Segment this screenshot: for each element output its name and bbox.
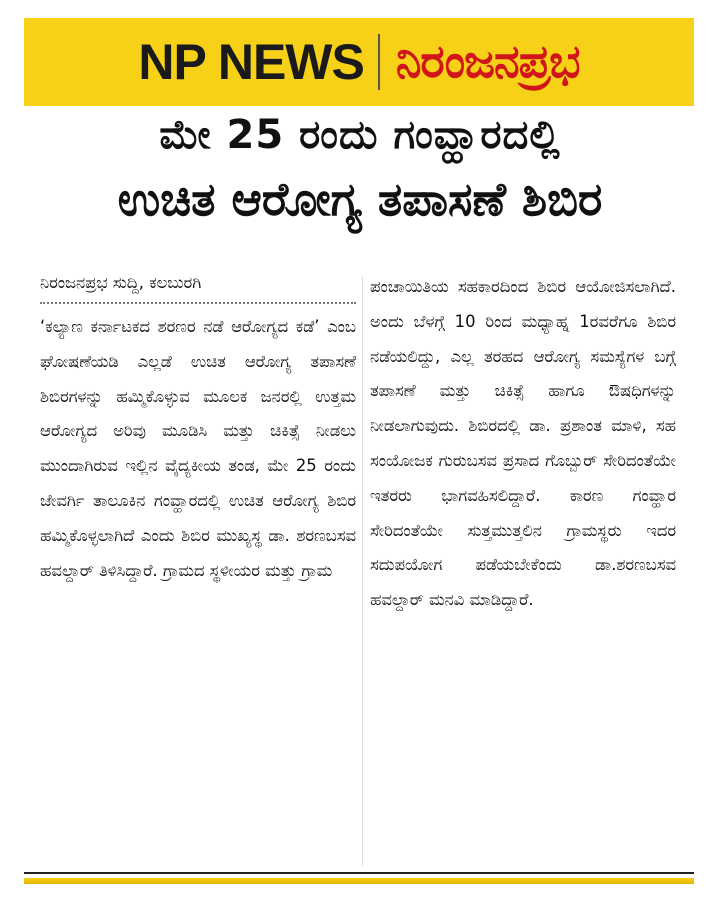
- footer-rule: [24, 878, 694, 884]
- headline-line-1: ಮೇ 25 ರಂದು ಗಂವ್ಹಾರದಲ್ಲಿ: [159, 112, 561, 158]
- dateline: ನಿರಂಜನಪ್ರಭ ಸುದ್ದಿ, ಕಲಬುರಗಿ: [40, 270, 356, 304]
- masthead: [24, 18, 694, 106]
- brand-kannada: ನಿರಂಜನಪ್ರಭ: [395, 34, 580, 88]
- column-divider: [362, 276, 363, 866]
- headline-line-2: ಉಚಿತ ಆರೋಗ್ಯ ತಪಾಸಣೆ ಶಿಬಿರ: [117, 172, 603, 226]
- brand-english: NP NEWS: [138, 34, 364, 90]
- article-text-left: ‘ಕಲ್ಯಾಣ ಕರ್ನಾಟಕದ ಶರಣರ ನಡೆ ಆರೋಗ್ಯದ ಕಡೆ’ ಎಂಬ ಘೋಷಣೆಯಡಿ ಎಲ್ಲಡೆ ಉಚಿತ ಆರೋಗ್ಯ ತಪಾಸಣೆ ಶಿಬಿರಗಳನ್ನು ಹಮ್ಮಿಕೊಳ್ಳುವ ಮೂಲಕ ಜನರಲ್ಲಿ ಉತ್ತಮ ಆರೋಗ್ಯದ ಅರಿವು ಮೂಡಿಸಿ ಮತ್ತು ಚಿಕಿತ್ಸೆ ನೀಡಲು ಮುಂದಾಗಿರುವ ಇಲ್ಲಿನ ವೈದ್ಯಕೀಯ ತಂಡ, ಮೇ 25 ರಂದು ಜೇವರ್ಗಿ ತಾಲೂಕಿನ ಗಂವ್ಹಾರದಲ್ಲಿ ಉಚಿತ ಆರೋಗ್ಯ ಶಿಬಿರ ಹಮ್ಮಿಕೊಳ್ಳಲಾಗಿದೆ ಎಂದು ಶಿಬಿರ ಮುಖ್ಯಸ್ಥ ಡಾ. ಶರಣಬಸವ ಹವಲ್ದಾರ್ ತಿಳಿಸಿದ್ದಾರೆ. ಗ್ರಾಮದ ಸ್ಥಳೀಯರ ಮತ್ತು ಗ್ರಾಮ: [40, 317, 356, 580]
- article-text-right: ಪಂಚಾಯಿತಿಯ ಸಹಕಾರದಿಂದ ಶಿಬಿರ ಆಯೋಜಿಸಲಾಗಿದೆ. ಅಂದು ಬೆಳಗ್ಗೆ 10 ರಿಂದ ಮಧ್ಯಾಹ್ನ 1ರವರೆಗೂ ಶಿಬಿರ ನಡೆಯಲಿದ್ದು, ಎಲ್ಲ ತರಹದ ಆರೋಗ್ಯ ಸಮಸ್ಯೆಗಳ ಬಗ್ಗೆ ತಪಾಸಣೆ ಮತ್ತು ಚಿಕಿತ್ಸೆ ಹಾಗೂ ಔಷಧಿಗಳನ್ನು ನೀಡಲಾಗುವುದು. ಶಿಬಿರದಲ್ಲಿ ಡಾ. ಪ್ರಶಾಂತ ಮಾಳಿ, ಸಹ ಸಂಯೋಜಕ ಗುರುಬಸವ ಪ್ರಸಾದ ಗೊಬ್ಬುರ್ ಸೇರಿದಂತೆಯೇ ಇತರರು ಭಾಗವಹಿಸಲಿದ್ದಾರೆ. ಕಾರಣ ಗಂವ್ಹಾರ ಸೇರಿದಂತೆಯೇ ಸುತ್ತಮುತ್ತಲಿನ ಗ್ರಾಮಸ್ಥರು ಇದರ ಸದುಪಯೋಗ ಪಡೆಯಬೇಕೆಂದು ಡಾ.ಶರಣಬಸವ ಹವಲ್ದಾರ್ ಮನವಿ ಮಾಡಿದ್ದಾರೆ.: [370, 277, 676, 610]
- article-column-left: [40, 270, 356, 588]
- footer-rule-thin: [24, 872, 694, 874]
- article-column-right: [370, 270, 676, 618]
